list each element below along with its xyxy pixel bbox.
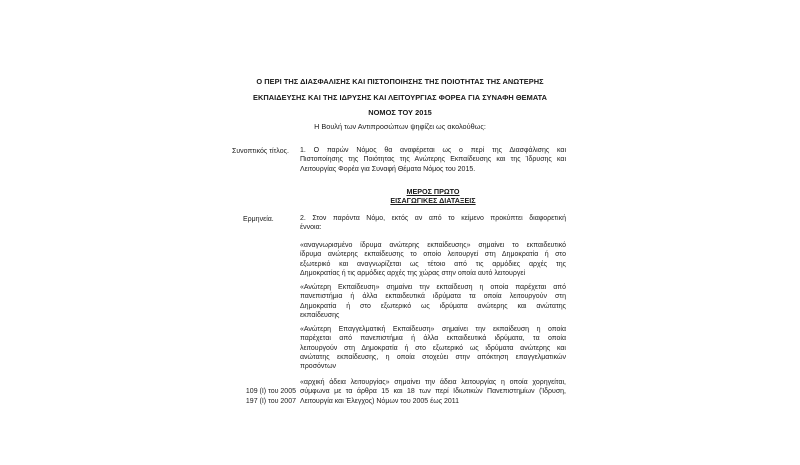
text-line: παρέχεται από πανεπιστήμια ή άλλα εκπαιδευτικά ιδρύματα, τα οποία	[300, 335, 566, 343]
text-line: έννοια:	[300, 224, 322, 232]
law-title	[220, 74, 580, 121]
text-line: εκπαίδευσης	[300, 311, 340, 319]
part-number: ΜΕΡΟΣ ΠΡΩΤΟ	[406, 187, 460, 196]
text-line: Δημοκρατίας ή τις αρμόδιες αρχές της χώρας στην οποία αυτό λειτουργεί	[300, 269, 526, 277]
text-line: λειτουργούν στη Δημοκρατία ή στο εξωτερικό ως ιδρύματα ανώτερης και	[300, 344, 566, 352]
text-line: 1. Ο παρών Νόμος θα αναφέρεται ως ο περί της Διασφάλισης και	[300, 147, 566, 154]
part-heading	[300, 187, 566, 206]
text-line: Δημοκρατία ή στο εξωτερικό ως ιδρύματα ανώτερης και ανώτατης	[300, 302, 566, 310]
definition-higher-education	[300, 283, 566, 320]
text-line: ίδρυμα ανώτερης εκπαίδευσης το οποίο λειτουργεί στη Δημοκρατία ή στο	[300, 251, 566, 259]
text-line: Λειτουργία και Έλεγχος) Νόμων του 2005 έως 2011	[300, 397, 460, 405]
text-line: προσόντων	[300, 363, 337, 371]
margin-note-short-title: Συνοπτικός τίτλος.	[232, 148, 289, 155]
definition-higher-vocational-education	[300, 325, 566, 371]
text-line: «αρχική άδεια λειτουργίας» σημαίνει την άδεια λειτουργίας η οποία χορηγείται,	[300, 379, 566, 386]
text-line: πανεπιστήμια ή άλλα εκπαιδευτικά ιδρύματα τα οποία λειτουργούν στη	[300, 293, 566, 301]
title-line-3: ΝΟΜΟΣ ΤΟΥ 2015	[368, 108, 432, 117]
definition-recognised-institution	[300, 241, 566, 278]
text-line: Λειτουργίας Φορέα για Συναφή Θέματα Νόμος του 2015.	[300, 165, 476, 173]
legal-reference: 109 (Ι) του 2005	[245, 388, 296, 395]
part-title: ΕΙΣΑΓΩΓΙΚΕΣ ΔΙΑΤΑΞΕΙΣ	[390, 196, 476, 206]
text-line: ανώτατης εκπαίδευσης, η οποία στοχεύει στην απόκτηση επαγγελματικών	[300, 353, 566, 361]
legal-references	[228, 387, 296, 406]
text-line: Πιστοποίησης της Ποιότητας της Ανώτερης Εκπαίδευσης και της Ίδρυσης και	[300, 156, 566, 164]
text-line: «Ανώτερη Εκπαίδευση» σημαίνει την εκπαίδευση η οποία παρέχεται από	[300, 284, 566, 291]
margin-note-interpretation: Ερμηνεία.	[243, 216, 274, 223]
legal-reference: 197 (Ι) του 2007	[245, 397, 296, 405]
section-2-intro	[300, 214, 566, 233]
section-1-text	[300, 146, 566, 174]
title-line-2: ΕΚΠΑΙΔΕΥΣΗΣ ΚΑΙ ΤΗΣ ΙΔΡΥΣΗΣ ΚΑΙ ΛΕΙΤΟΥΡΓΙΑΣ ΦΟΡΕΑ ΓΙΑ ΣΥΝΑΦΗ ΘΕΜΑΤΑ	[252, 92, 547, 102]
text-line: σύμφωνα με τα άρθρα 15 και 18 των περί Ιδιωτικών Πανεπιστημίων (Ίδρυση,	[300, 388, 566, 396]
title-line-1: Ο ΠΕΡΙ ΤΗΣ ΔΙΑΣΦΑΛΙΣΗΣ ΚΑΙ ΠΙΣΤΟΠΟΙΗΣΗΣ ΤΗΣ ΠΟΙΟΤΗΤΑΣ ΤΗΣ ΑΝΩΤΕΡΗΣ	[256, 77, 544, 86]
preamble: Η Βουλή των Αντιπροσώπων ψηφίζει ως ακολούθως:	[314, 122, 486, 131]
text-line: «αναγνωρισμένο ίδρυμα ανώτερης εκπαίδευσης» σημαίνει το εκπαιδευτικό	[300, 242, 566, 249]
text-line: εξωτερικό και αναγνωρίζεται ως τέτοιο από τις αρμόδιες αρχές της	[300, 260, 566, 268]
text-line: 2. Στον παρόντα Νόμο, εκτός αν από το κείμενο προκύπτει διαφορετική	[300, 215, 566, 222]
text-line: «Ανώτερη Επαγγελματική Εκπαίδευση» σημαίνει την εκπαίδευση η οποία	[300, 326, 566, 333]
definition-initial-operating-licence	[300, 378, 566, 406]
